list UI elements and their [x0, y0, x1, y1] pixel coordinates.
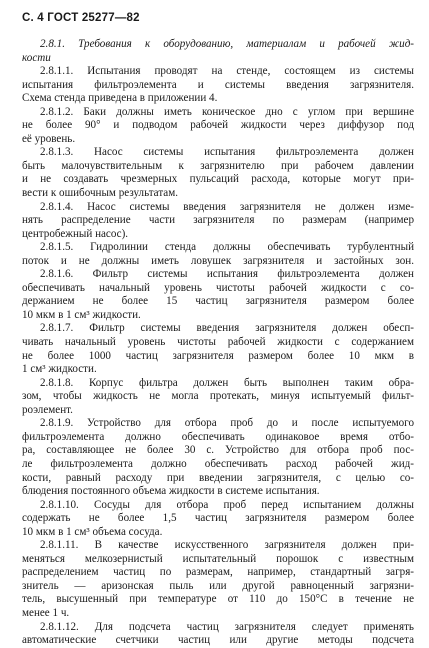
- text-line: вести к ошибочным результатам.: [22, 187, 179, 200]
- text-line: роэлемент.: [22, 403, 73, 416]
- text-line: 2.8.1.10. Сосуды для отбора проб перед испытанием должны: [40, 498, 414, 511]
- document-body: [22, 38, 414, 648]
- page-header: С. 4 ГОСТ 25277—82: [22, 12, 140, 24]
- text-line: содержать не более 1,5 частиц загрязнителя размером более: [22, 512, 414, 525]
- text-line: 1 см³ жидкости.: [22, 363, 97, 376]
- text-line: 2.8.1.2. Баки должны иметь коническое дно с углом при вершине: [40, 105, 414, 118]
- text-line: кости, равный расходу при введении загрязнителя, с целью со-: [22, 471, 414, 484]
- text-line: поток и не должны иметь ловушек загрязнителя и застойных зон.: [22, 254, 414, 267]
- text-line: центробежный насос).: [22, 227, 129, 240]
- text-line: автоматические счетчики частиц или другие методы подсчета: [22, 634, 414, 647]
- text-line: 2.8.1.3. Насос системы испытания фильтроэлемента должен: [40, 146, 414, 159]
- text-line: распределением частиц по размерам, например, стандартный загря-: [22, 566, 414, 579]
- text-line: не более 90° и подводом рабочей жидкости через диффузор под: [22, 119, 414, 132]
- text-line: ле фильтроэлемента должно обеспечивать расход рабочей жид-: [22, 457, 414, 470]
- text-line: 2.8.1. Требования к оборудованию, материалам и рабочей жид-: [40, 38, 414, 50]
- text-line: нять распределение части загрязнителя по размерам (например: [22, 214, 414, 227]
- text-line: 10 мкм в 1 см³ объема сосуда.: [22, 525, 163, 538]
- text-line: держанием не более 15 частиц загрязнителя размером более: [22, 295, 414, 308]
- text-line: испытания фильтроэлемента и системы введения загрязнителя.: [22, 78, 414, 91]
- text-line: меняться мелкозернистый испытательный порошок с известным: [22, 552, 414, 565]
- text-line: знитель — аризонская пыль или другой равноценный загрязни-: [22, 579, 414, 592]
- text-line: 2.8.1.11. В качестве искусственного загрязнителя должен при-: [40, 539, 414, 552]
- text-line: 2.8.1.5. Гидролинии стенда должны обеспечивать турбулентный: [40, 241, 414, 254]
- text-line: 10 мкм в 1 см³ жидкости.: [22, 308, 141, 321]
- text-line: 2.8.1.6. Фильтр системы испытания фильтроэлемента должен: [40, 268, 414, 281]
- text-line: Схема стенда приведена в приложении 4.: [22, 92, 218, 105]
- text-line: 2.8.1.1. Испытания проводят на стенде, состоящем из системы: [40, 65, 414, 78]
- text-line: кости: [22, 51, 51, 64]
- text-line: 2.8.1.12. Для подсчета частиц загрязнителя следует применять: [40, 620, 414, 633]
- text-line: 2.8.1.9. Устройство для отбора проб до и после испытуемого: [40, 417, 414, 430]
- text-line: зом, чтобы жидкость не могла протекать, минуя испытуемый фильт-: [22, 390, 414, 403]
- text-line: 2.8.1.7. Фильтр системы введения загрязнителя должен обесп-: [40, 322, 414, 335]
- text-line: её уровень.: [22, 132, 76, 145]
- text-line: не более 1000 частиц загрязнителя размером более 10 мкм в: [22, 349, 414, 362]
- text-line: быть малочувствительным к загрязнителю при рабочем давлении: [22, 159, 414, 172]
- text-line: блюдения постоянного объема жидкости в системе испытания.: [22, 485, 320, 498]
- text-line: 2.8.1.4. Насос системы введения загрязнителя не должен изме-: [40, 200, 414, 213]
- text-line: и не создавать чрезмерных пульсаций расхода, которые могут при-: [22, 173, 414, 186]
- text-line: 2.8.1.8. Корпус фильтра должен быть выполнен таким обра-: [40, 376, 414, 389]
- text-line: менее 1 ч.: [22, 606, 70, 619]
- text-line: ра, составляющее не более 30 с. Устройство для отбора проб пос-: [22, 444, 414, 457]
- text-line: тель, высушенный при температуре от 110 до 150°С в течение не: [22, 593, 414, 606]
- text-line: фильтроэлемента должно обеспечивать одинаковое время отбо-: [22, 430, 414, 443]
- text-line: обеспечивать начальный уровень чистоты рабочей жидкости с со-: [22, 281, 414, 294]
- text-line: чивать начальный уровень чистоты рабочей жидкости с содержанием: [22, 336, 414, 349]
